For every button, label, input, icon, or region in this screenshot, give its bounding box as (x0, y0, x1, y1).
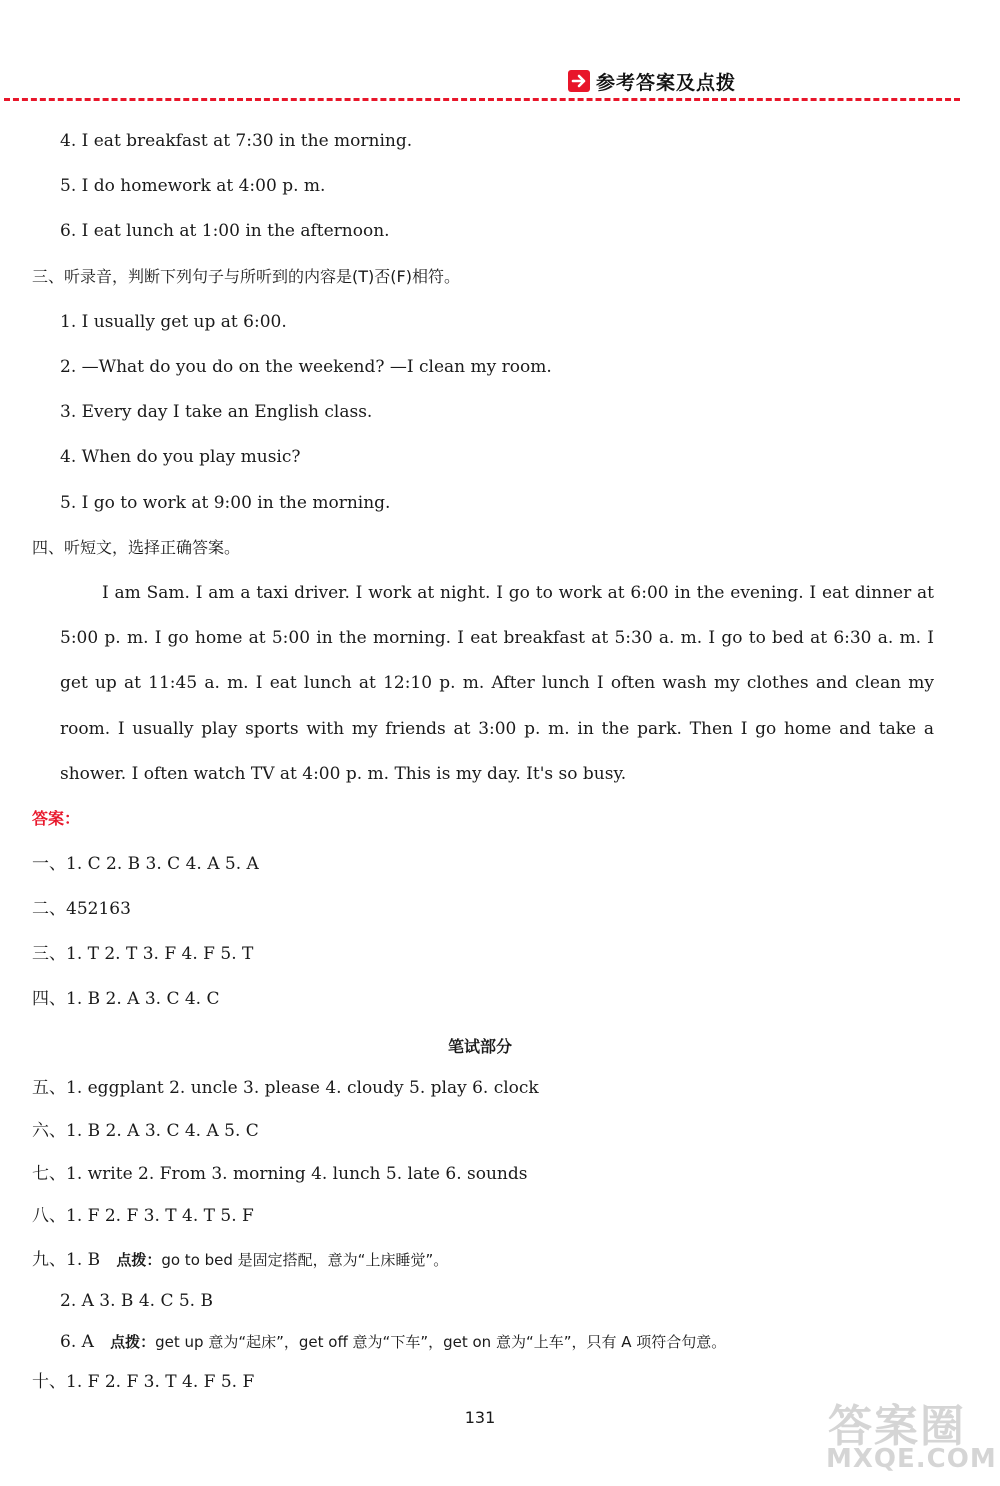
listening-line: 6. I eat lunch at 1:00 in the afternoon. (60, 221, 390, 241)
page-number: 131 (464, 1408, 496, 1427)
tip-text: go to bed 是固定搭配，意为“上床睡觉”。 (161, 1251, 449, 1269)
section-4-heading: 四、听短文，选择正确答案。 (32, 538, 241, 557)
arrow-icon (568, 70, 590, 92)
section-9-line-1 (32, 1249, 448, 1271)
section-9-answer: 6. A (60, 1332, 111, 1352)
answer-line: 一、1. C 2. B 3. C 4. A 5. A (32, 854, 259, 874)
watermark-text-top: 答案圈 (828, 1401, 966, 1452)
watermark-text-bottom: MXQE.COM (826, 1444, 997, 1474)
header-title: 参考答案及点拨 (596, 72, 737, 94)
written-section-title: 笔试部分 (447, 1037, 512, 1056)
watermark-logo (820, 1390, 996, 1482)
written-answer-line: 五、1. eggplant 2. uncle 3. please 4. cloudy 5. play 6. clock (32, 1078, 539, 1098)
section-9-line-3 (60, 1331, 726, 1353)
written-answer-line: 六、1. B 2. A 3. C 4. A 5. C (32, 1121, 259, 1141)
section-9-answer: 九、1. B (32, 1250, 117, 1270)
listening-line: 4. I eat breakfast at 7:30 in the morning. (60, 131, 413, 151)
answer-line: 四、1. B 2. A 3. C 4. C (32, 989, 220, 1009)
section-3-item: 1. I usually get up at 6:00. (60, 312, 287, 332)
section-4-passage: I am Sam. I am a taxi driver. I work at night. I go to work at 6:00 in the evening. I eat dinner at 5:00 p. m. I go home at 5:00 in the morning. I eat breakfast at 5:30 a. m. I go to bed at 6:30 a. m. I get up at 11:45 a. m. I eat lunch at 12:10 p. m. After lunch I often wash my clothes and clean my room. I usually play sports with my friends at 3:00 p. m. in the park. Then I go home and take a shower. I often watch TV at 4:00 p. m. This is my day. It's so busy. (60, 583, 934, 784)
tip-label: 点拨： (110, 1333, 156, 1351)
header-divider (4, 98, 960, 101)
answers-label: 答案： (32, 809, 81, 828)
tip-text: get up 意为“起床”，get off 意为“下车”，get on 意为“上车”，只有 A 项符合句意。 (155, 1333, 727, 1351)
tip-label: 点拨： (116, 1251, 162, 1269)
section-3-item: 2. —What do you do on the weekend? —I clean my room. (60, 357, 552, 377)
section-3-item: 4. When do you play music? (60, 447, 301, 467)
written-answer-line: 七、1. write 2. From 3. morning 4. lunch 5. late 6. sounds (32, 1164, 528, 1184)
page-header (0, 0, 1000, 110)
listening-line: 5. I do homework at 4:00 p. m. (60, 176, 326, 196)
section-3-item: 5. I go to work at 9:00 in the morning. (60, 493, 391, 513)
section-3-item: 3. Every day I take an English class. (60, 402, 373, 422)
written-answer-line: 八、1. F 2. F 3. T 4. T 5. F (32, 1206, 254, 1226)
section-9-line-2: 2. A 3. B 4. C 5. B (60, 1291, 213, 1311)
answer-line: 二、452163 (32, 899, 131, 919)
section-3-heading: 三、听录音，判断下列句子与所听到的内容是(T)否(F)相符。 (32, 267, 460, 286)
answer-line: 三、1. T 2. T 3. F 4. F 5. T (32, 944, 254, 964)
section-10-line: 十、1. F 2. F 3. T 4. F 5. F (32, 1372, 255, 1392)
